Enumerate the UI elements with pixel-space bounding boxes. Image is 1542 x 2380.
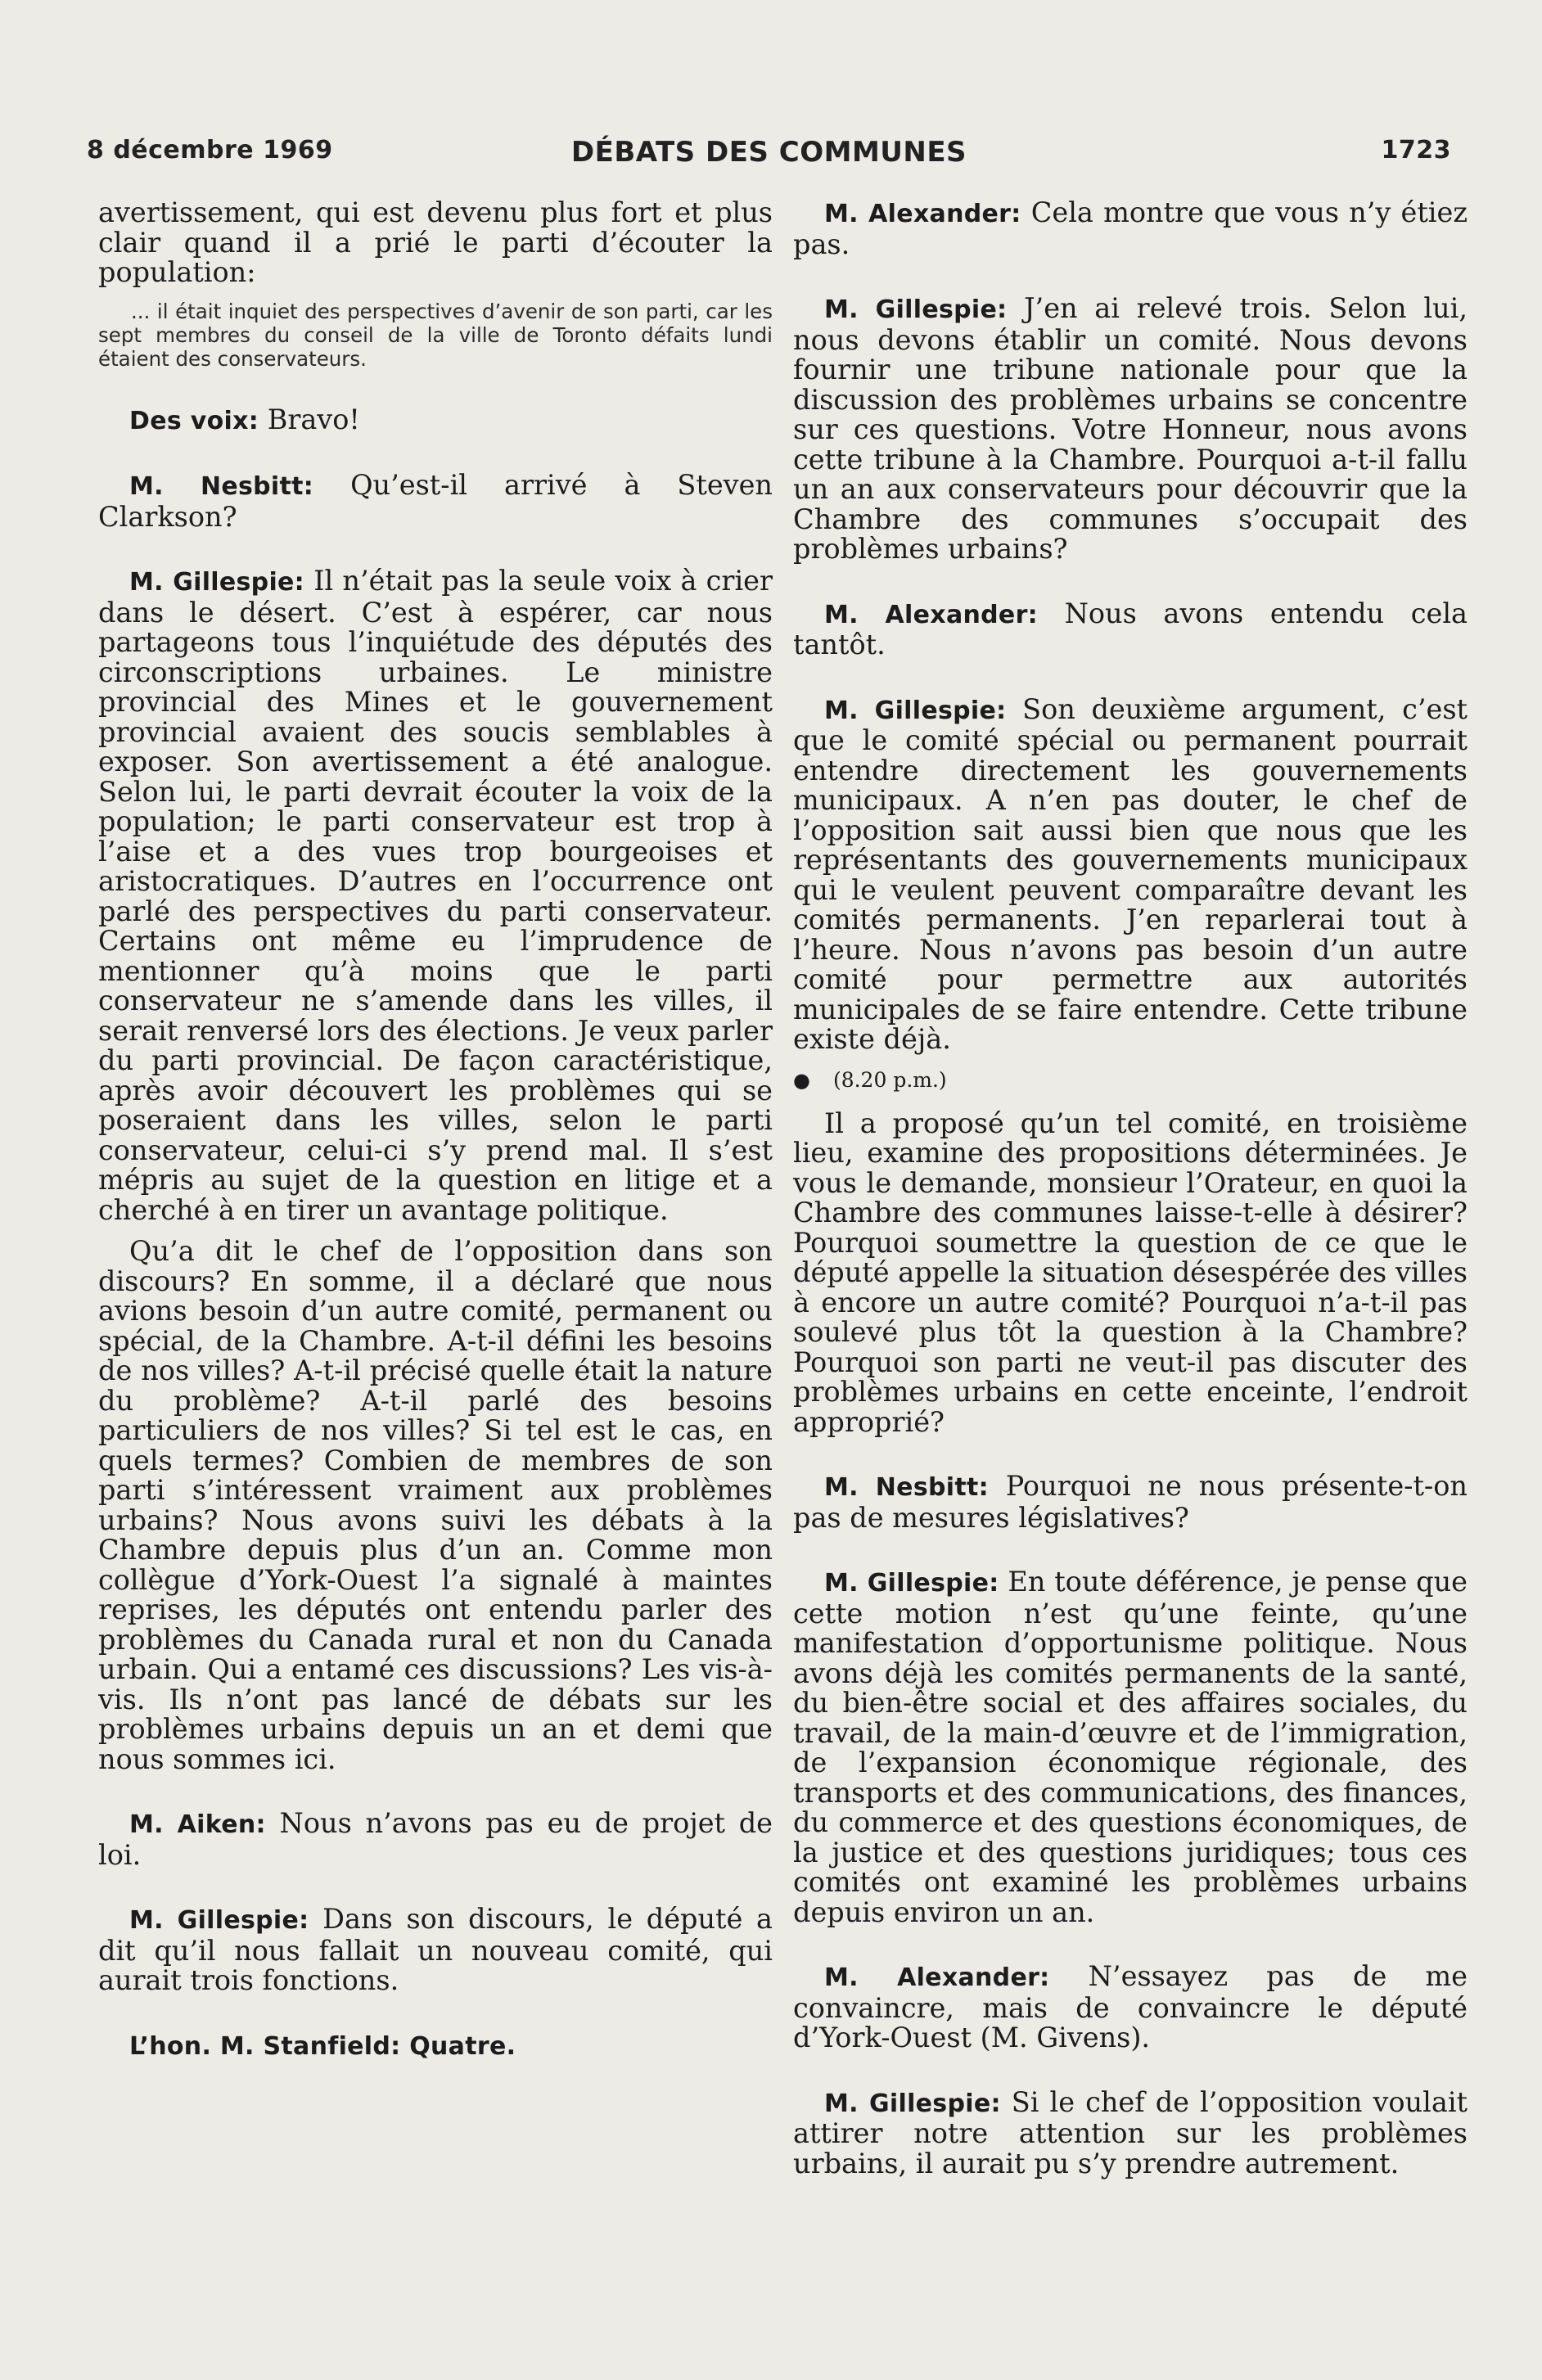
speech-paragraph [793, 599, 1468, 660]
speech-paragraph [98, 471, 773, 532]
speech-text: J’en ai relevé trois. Selon lui, nous devons établir un comité. Nous devons fournir une tribune nationale pour que la discussion des problèmes urbains se concentre sur ces questions. Votre Honneur, nous avons cette tribune à la Chambre. Pourquoi a-t-il fallu un an aux conservateurs pour découvrir que la Chambre des communes s’occupait des problèmes urbains? [793, 292, 1468, 565]
speech-paragraph [793, 1567, 1468, 1927]
time-text: (8.20 p.m.) [832, 1067, 947, 1092]
speaker-name: M. Alexander: [824, 1963, 1050, 1992]
speaker-name: M. Gillespie: [129, 568, 304, 597]
speech-paragraph [98, 405, 773, 437]
speech-text: Il n’était pas la seule voix à crier dans le désert. C’est à espérer, car nous partageons tous l’inquiétude des députés des circonscriptions urbaines. Le ministre provincial des Mines et le gouvernement provincial avaient des soucis semblables à exposer. Son avertissement a été analogue. Selon lui, le parti devrait écouter la voix de la population; le parti conservateur est trop à l’aise et a des vues trop bourgeoises et aristocratiques. D’autres en l’occurrence ont parlé des perspectives du parti conservateur. Certains ont même eu l’imprudence de mentionner qu’à moins que le parti conservateur ne s’amende dans les villes, il serait renversé lors des élections. Je veux parler du parti provincial. De façon caractéristique, après avoir découvert les problèmes qui se poseraient dans les villes, selon le parti conservateur, celui-ci s’y prend mal. Il s’est mépris au sujet de la question en litige et a cherché à en tirer un avantage politique. [98, 565, 773, 1226]
speech-text: Pourquoi ne nous présente-t-on pas de mesures législatives? [793, 1470, 1468, 1534]
time-stamp [793, 1066, 1468, 1094]
speaker-name: M. Gillespie: [129, 1906, 309, 1935]
speaker-name: M. Alexander: [824, 200, 1021, 228]
speech-text: Si le chef de l’opposition voulait attirer notre attention sur les problèmes urbains, il aurait pu s’y prendre autrement. [793, 2085, 1468, 2179]
header-title: DÉBATS DES COMMUNES [570, 136, 967, 169]
speech-text: Nous n’avons pas eu de projet de loi. [98, 1807, 773, 1871]
speech-text: Bravo! [259, 403, 360, 435]
page-number: 1723 [1381, 136, 1451, 165]
bullet-icon: ● [793, 1068, 810, 1092]
speaker-name: M. Gillespie: [824, 2089, 1001, 2118]
speaker-name: M. Gillespie: [824, 295, 1008, 324]
speech-paragraph [793, 1962, 1468, 2053]
speaker-name: M. Gillespie: [824, 696, 1007, 725]
paragraph: Il a proposé qu’un tel comité, en troisième lieu, examine des propositions déterminées. Je vous le demande, monsieur l’Orateur, en quoi la Chambre des communes laisse-t-elle à désirer? Pourquoi soumettre la question de ce que le député appelle la situation désespérée des villes à encore un autre comité? Pourquoi n’a-t-il pas soulevé plus tôt la question à la Chambre? Pourquoi son parti ne veut-il pas discuter des problèmes urbains en cette enceinte, l’endroit approprié? [793, 1107, 1468, 1438]
right-column [793, 198, 1468, 2213]
speaker-name: M. Gillespie: [824, 1569, 999, 1598]
speech-paragraph [793, 692, 1468, 1055]
speech-paragraph [793, 1472, 1468, 1533]
block-quote: ... il était inquiet des perspectives d’avenir de son parti, car les sept membres du conseil de la ville de Toronto défaits lundi étaient des conservateurs. [98, 299, 773, 371]
speech-text: Qu’est-il arrivé à Steven Clarkson? [98, 469, 773, 533]
speech-paragraph [793, 2085, 1468, 2179]
speech-text: N’essayez pas de me convaincre, mais de convaincre le député d’York-Ouest (M. Givens). [793, 1960, 1468, 2053]
speech-text: Cela montre que vous n’y étiez pas. [793, 196, 1468, 260]
header-date: 8 décembre 1969 [87, 136, 333, 165]
speaker-name: M. Nesbitt: [129, 472, 314, 501]
speech-paragraph [793, 198, 1468, 259]
paragraph: Qu’a dit le chef de l’opposition dans son discours? En somme, il a déclaré que nous avions besoin d’un autre comité, permanent ou spécial, de la Chambre. A-t-il défini les besoins de nos villes? A-t-il précisé quelle était la nature du problème? A-t-il parlé des besoins particuliers de nos villes? Si tel est le cas, en quels termes? Combien de membres de son parti s’intéressent vraiment aux problèmes urbains? Nous avons suivi les débats à la Chambre depuis plus d’un an. Comme mon collègue d’York-Ouest l’a signalé à maintes reprises, les députés ont entendu parler des problèmes du Canada rural et non du Canada urbain. Qui a entamé ces discussions? Les vis-à-vis. Ils n’ont pas lancé de débats sur les problèmes urbains depuis un an et demi que nous sommes ici. [98, 1235, 773, 1775]
speaker-name: M. Alexander: [824, 600, 1038, 629]
speaker-name: Des voix: [129, 406, 259, 435]
left-column [98, 198, 773, 2096]
paragraph: avertissement, qui est devenu plus fort et plus clair quand il a prié le parti d’écouter la population: [98, 196, 773, 288]
speaker-name: M. Aiken: [129, 1810, 266, 1839]
speaker-name: L’hon. M. Stanfield: [129, 2031, 401, 2061]
speech-text: Quatre. [400, 2031, 516, 2061]
speech-paragraph [98, 2031, 773, 2062]
speech-text: Dans son discours, le député a dit qu’il nous fallait un nouveau comité, qui aurait trois fonctions. [98, 1903, 773, 1996]
speaker-name: M. Nesbitt: [824, 1473, 989, 1502]
speech-paragraph [98, 1809, 773, 1870]
speech-text: Son deuxième argument, c’est que le comité spécial ou permanent pourrait entendre directement les gouvernements municipaux. A n’en pas douter, le chef de l’opposition sait aussi bien que nous que les représentants des gouvernements municipaux qui le veulent peuvent comparaître devant les comités permanents. J’en reparlerai tout à l’heure. Nous n’avons pas besoin d’un autre comité pour permettre aux autorités municipales de se faire entendre. Cette tribune existe déjà. [793, 692, 1468, 1055]
speech-text: En toute déférence, je pense que cette motion n’est qu’une feinte, qu’une manifestation d’opportunisme politique. Nous avons déjà les comités permanents de la santé, du bien-être social et des affaires sociales, du travail, de la main-d’œuvre et de l’immigration, de l’expansion économique régionale, des transports et des communications, des finances, du commerce et des questions économiques, de la justice et des questions juridiques; tous ces comités ont examiné les problèmes urbains depuis environ un an. [793, 1566, 1468, 1928]
speech-text: Nous avons entendu cela tantôt. [793, 597, 1468, 660]
speech-paragraph [98, 1904, 773, 1996]
speech-paragraph [98, 566, 773, 1225]
speech-paragraph [793, 294, 1468, 565]
